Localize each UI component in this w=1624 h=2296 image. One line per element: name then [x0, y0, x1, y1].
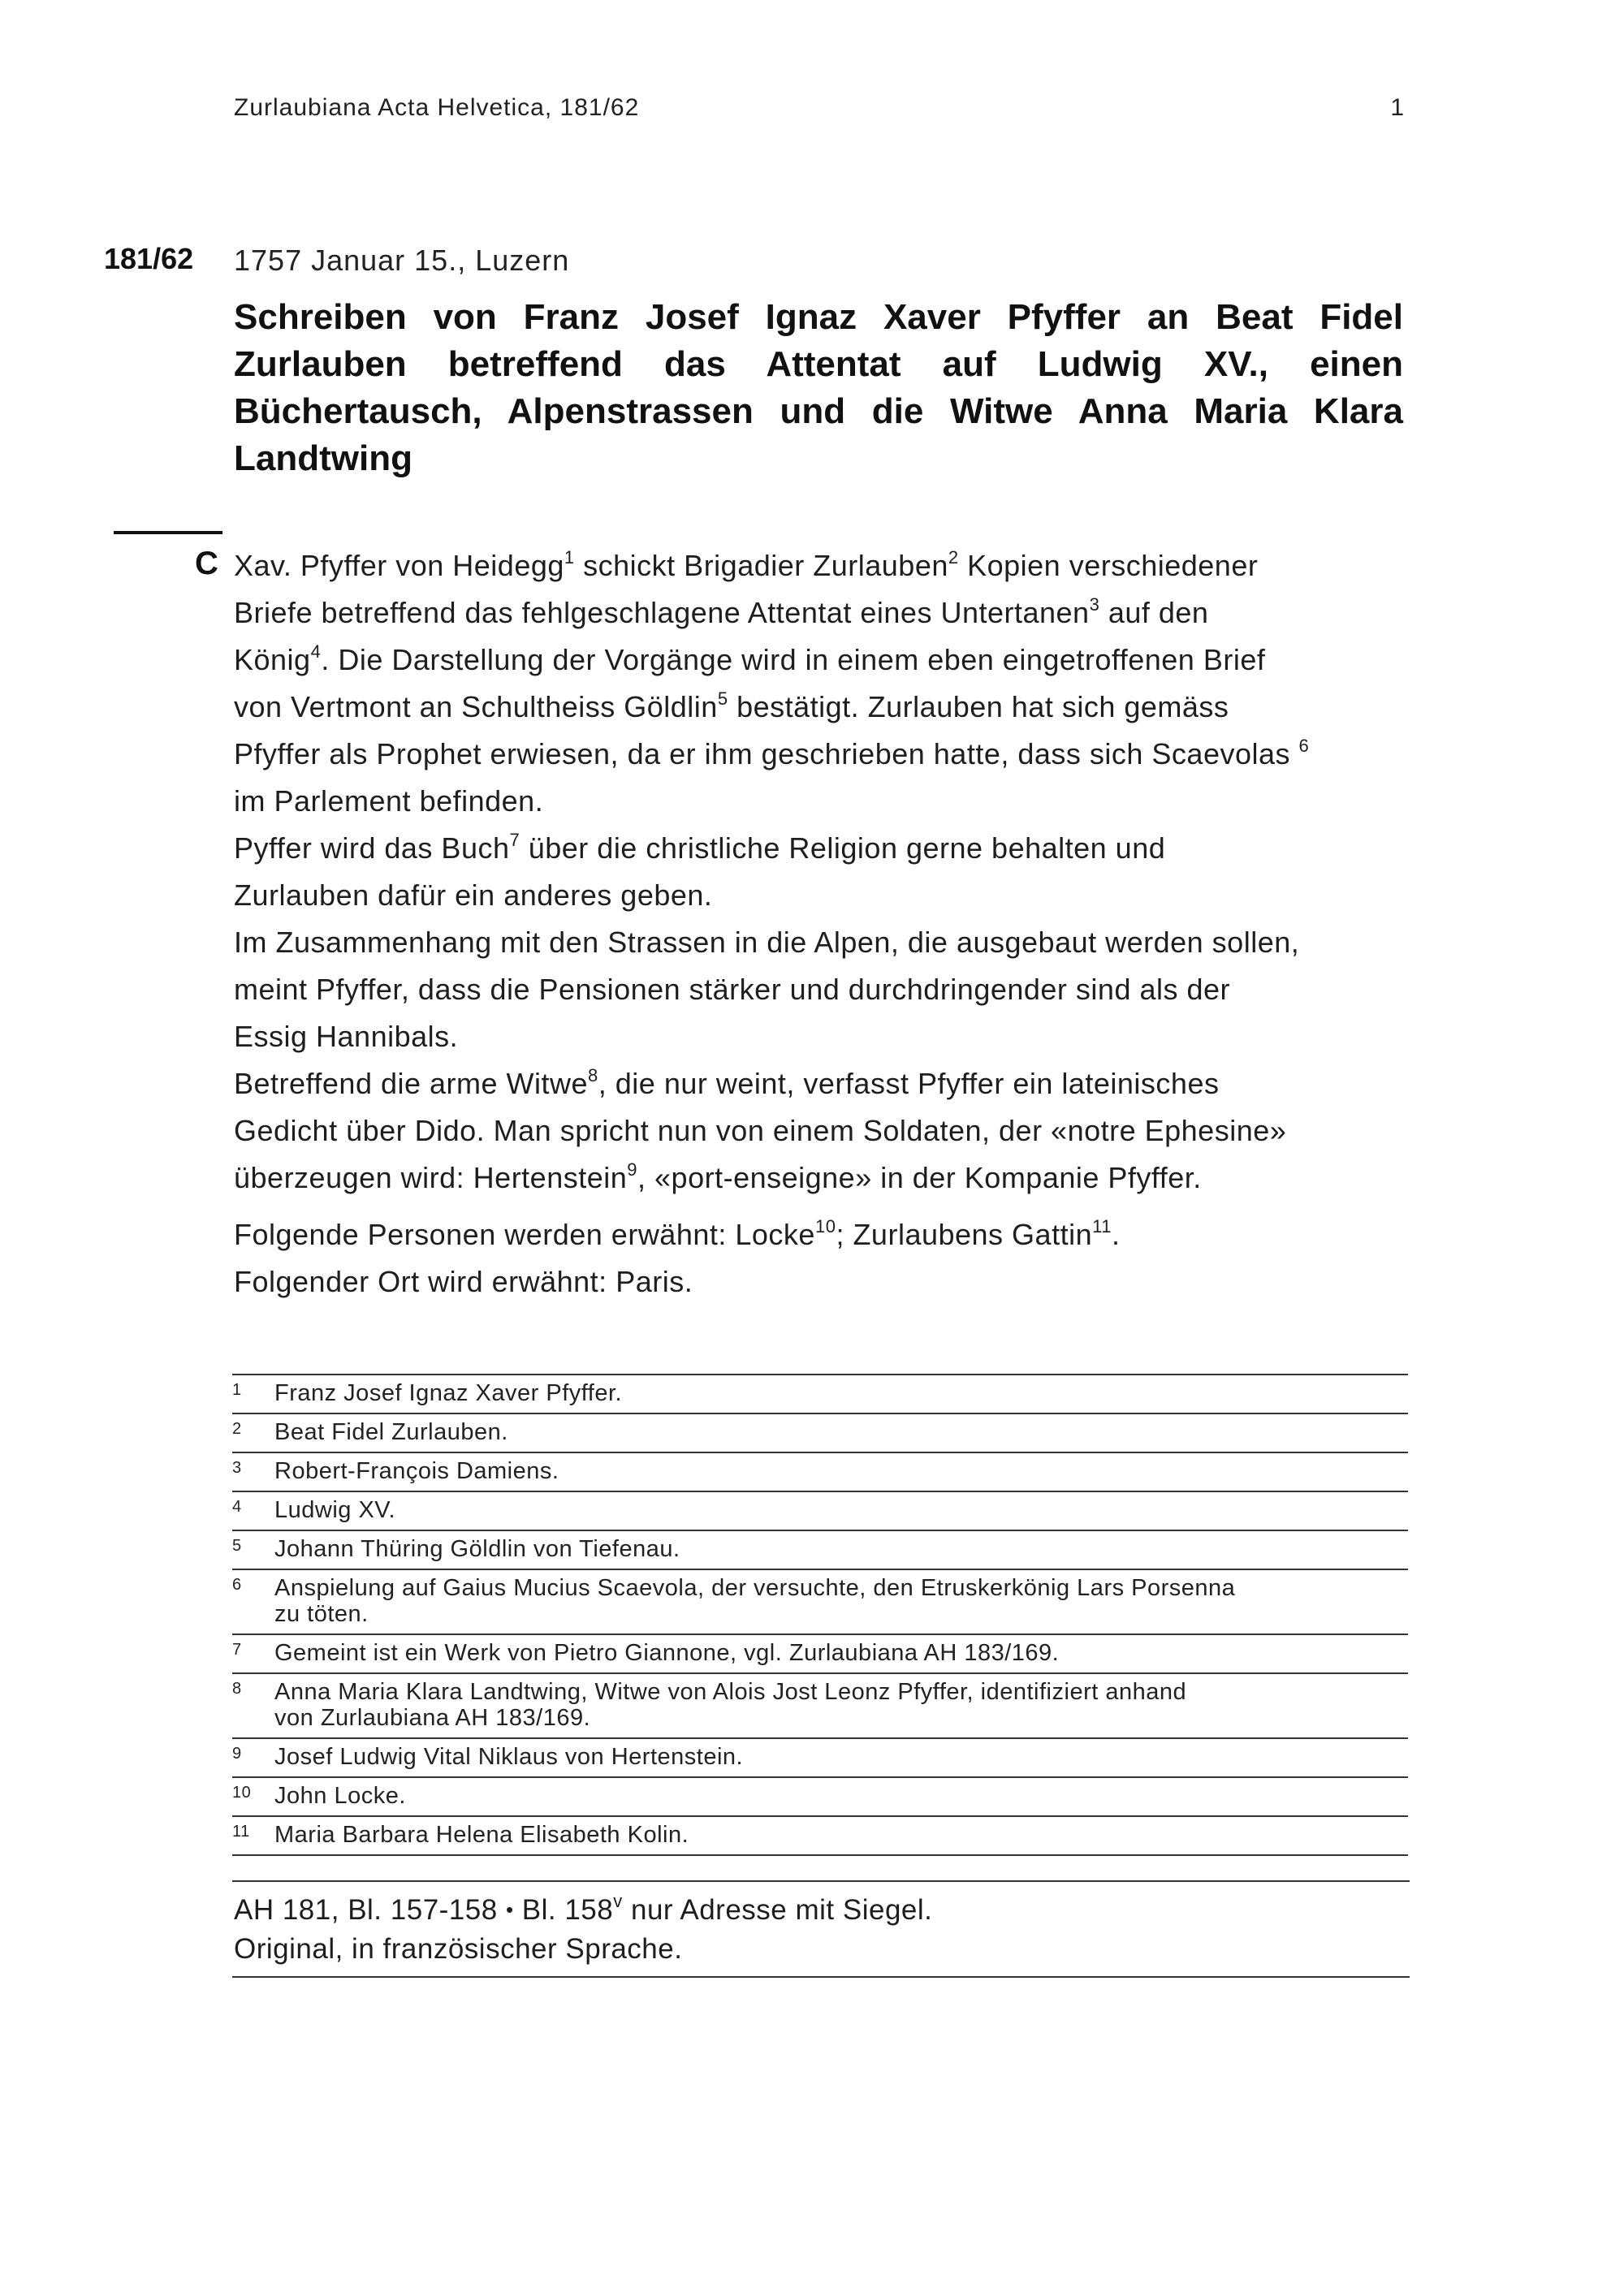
footnote-number: 10 — [232, 1784, 252, 1802]
text: AH 181, Bl. 157-158 — [234, 1894, 506, 1926]
text: ; Zurlaubens Gattin — [836, 1218, 1093, 1251]
category-letter: C — [195, 546, 218, 581]
verso-mark: v — [613, 1891, 623, 1912]
footnote — [232, 1776, 1408, 1815]
text: bestätigt. Zurlauben hat sich gemäss — [728, 690, 1229, 723]
footnote-text: Anspielung auf Gaius Mucius Scaevola, der versuchte, den Etruskerkönig Lars Porsenna — [274, 1575, 1236, 1601]
footnote — [232, 1413, 1408, 1452]
footnote-text: Franz Josef Ignaz Xaver Pfyffer. — [274, 1380, 623, 1406]
footnote-number: 8 — [232, 1680, 242, 1698]
footnote-text: Ludwig XV. — [274, 1497, 396, 1523]
text: Folgende Personen werden erwähnt: Locke — [234, 1218, 815, 1251]
text: , die nur weint, verfasst Pfyffer ein lateinisches — [598, 1067, 1220, 1100]
footnote-ref: 4 — [310, 641, 322, 662]
abstract-line — [234, 637, 1411, 684]
footnote — [232, 1737, 1408, 1776]
places-mentioned: Folgender Ort wird erwähnt: Paris. — [234, 1265, 693, 1298]
abstract-line: im Parlement befinden. — [234, 784, 544, 818]
footnote — [232, 1452, 1408, 1491]
text: Xav. Pfyffer von Heidegg — [234, 549, 564, 582]
footnote-ref: 2 — [948, 547, 959, 568]
footnote-ref: 9 — [627, 1159, 638, 1180]
text: . — [1111, 1218, 1121, 1251]
abstract-line: Zurlauben dafür ein anderes geben. — [234, 878, 713, 912]
running-header — [234, 94, 1405, 122]
source-note — [232, 1880, 1410, 1978]
bullet-separator: • — [505, 1897, 514, 1922]
footnote-text: Maria Barbara Helena Elisabeth Kolin. — [274, 1822, 689, 1848]
abstract-line — [234, 1154, 1411, 1202]
footnote-number: 3 — [232, 1459, 242, 1477]
footnote — [232, 1530, 1408, 1569]
footnote — [232, 1491, 1408, 1530]
abstract-line — [234, 731, 1411, 778]
text: nur Adresse mit Siegel. — [622, 1894, 933, 1926]
footnote — [232, 1569, 1408, 1634]
abstract-line — [234, 1060, 1411, 1107]
abstract-line — [234, 542, 1411, 589]
footnote-ref: 6 — [1298, 736, 1310, 756]
abstract — [234, 542, 1411, 1306]
footnote — [232, 1374, 1408, 1413]
abstract-line: Gedicht über Dido. Man spricht nun von einem Soldaten, der «notre Ephesine» — [234, 1114, 1287, 1147]
section-rule — [114, 531, 222, 534]
footnote-text: Robert-François Damiens. — [274, 1458, 559, 1484]
text: . Die Darstellung der Vorgänge wird in einem eben eingetroffenen Brief — [321, 643, 1266, 676]
text: König — [234, 643, 311, 676]
footnote-text: Beat Fidel Zurlauben. — [274, 1419, 508, 1445]
abstract-line: Im Zusammenhang mit den Strassen in die Alpen, die ausgebaut werden sollen, — [234, 926, 1300, 959]
title-line: Landtwing — [234, 438, 412, 478]
footnote-ref: 11 — [1092, 1216, 1112, 1236]
text: Betreffend die arme Witwe — [234, 1067, 589, 1100]
abstract-line — [234, 684, 1411, 731]
footnote — [232, 1815, 1408, 1856]
footnote-number: 4 — [232, 1498, 242, 1516]
document-date-place: 1757 Januar 15., Luzern — [234, 244, 570, 277]
text: Pyffer wird das Buch — [234, 831, 510, 865]
text: auf den — [1099, 596, 1209, 629]
title-line: Zurlauben betreffend das Attentat auf Ludwig XV., einen — [234, 344, 1403, 384]
footnote — [232, 1672, 1408, 1737]
footnote-number: 6 — [232, 1576, 242, 1594]
footnote-text: Anna Maria Klara Landtwing, Witwe von Alois Jost Leonz Pfyffer, identifiziert anhand — [274, 1679, 1187, 1705]
abstract-line: meint Pfyffer, dass die Pensionen stärker und durchdringender sind als der — [234, 973, 1231, 1006]
text: überzeugen wird: Hertenstein — [234, 1161, 628, 1194]
text: über die christliche Religion gerne behalten und — [520, 831, 1166, 865]
document-title — [234, 294, 1403, 482]
footnotes — [232, 1374, 1408, 1856]
text: Bl. 158 — [513, 1894, 614, 1926]
footnote-text-continued: von Zurlaubiana AH 183/169. — [274, 1705, 591, 1731]
footnote-text: Josef Ludwig Vital Niklaus von Hertenstein. — [274, 1744, 744, 1770]
footnote-ref: 3 — [1089, 594, 1100, 615]
page-number: 1 — [1390, 94, 1405, 121]
footnote-ref: 1 — [564, 547, 575, 568]
footnote-number: 1 — [232, 1381, 242, 1399]
footnote-number: 7 — [232, 1641, 242, 1659]
footnote-ref: 5 — [717, 688, 728, 709]
footnote-number: 2 — [232, 1420, 242, 1438]
running-title: Zurlaubiana Acta Helvetica, 181/62 — [234, 94, 640, 121]
footnote-ref: 8 — [588, 1065, 598, 1085]
document-number: 181/62 — [104, 242, 194, 275]
footnote-text: Gemeint ist ein Werk von Pietro Giannone, vgl. Zurlaubiana AH 183/169. — [274, 1640, 1060, 1666]
footnote-ref: 10 — [814, 1216, 836, 1236]
footnote-number: 5 — [232, 1537, 242, 1555]
abstract-line — [234, 589, 1411, 637]
source-language: Original, in französischer Sprache. — [234, 1933, 683, 1965]
footnote-number: 11 — [232, 1823, 250, 1841]
text: Briefe betreffend das fehlgeschlagene Attentat eines Untertanen — [234, 596, 1090, 629]
text: Pfyffer als Prophet erwiesen, da er ihm geschrieben hatte, dass sich Scaevolas — [234, 737, 1299, 770]
title-line: Schreiben von Franz Josef Ignaz Xaver Pfyffer an Beat Fidel — [234, 297, 1403, 337]
footnote-text: John Locke. — [274, 1783, 406, 1809]
footnote-text: Johann Thüring Göldlin von Tiefenau. — [274, 1536, 680, 1562]
footnote — [232, 1634, 1408, 1672]
text: , «port-enseigne» in der Kompanie Pfyffer. — [637, 1161, 1202, 1194]
persons-mentioned — [234, 1211, 1411, 1258]
text: von Vertmont an Schultheiss Göldlin — [234, 690, 718, 723]
text: schickt Brigadier Zurlauben — [574, 549, 948, 582]
source-reference — [234, 1892, 1410, 1931]
footnote-text-continued: zu töten. — [274, 1601, 369, 1627]
abstract-line — [234, 825, 1411, 872]
footnote-ref: 7 — [509, 830, 520, 850]
abstract-line: Essig Hannibals. — [234, 1020, 459, 1053]
title-line: Büchertausch, Alpenstrassen und die Witwe Anna Maria Klara — [234, 391, 1403, 431]
text: Kopien verschiedener — [958, 549, 1259, 582]
footnote-number: 9 — [232, 1745, 242, 1763]
